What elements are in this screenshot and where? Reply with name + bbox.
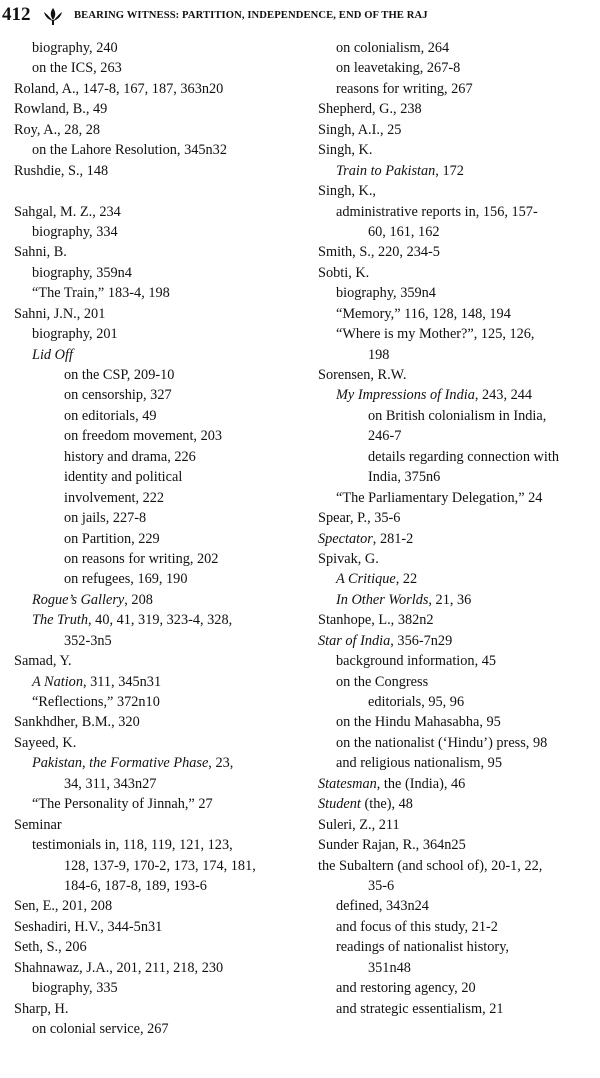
index-entry-title: Train to Pakistan	[336, 162, 436, 179]
index-entry-pages: , 311, 345n31	[82, 673, 162, 690]
index-column-right	[318, 38, 600, 1019]
index-entry	[14, 672, 314, 692]
index-entry: administrative reports in, 156, 157-	[336, 203, 538, 220]
index-entry: on Partition, 229	[64, 530, 160, 547]
index-entry: Rowland, B., 49	[14, 101, 108, 118]
index-entry-title: A Critique	[336, 571, 396, 588]
index-entry: Shahnawaz, J.A., 201, 211, 218, 230	[14, 959, 224, 976]
index-entry-pages: , 22	[395, 571, 418, 588]
index-entry	[14, 610, 314, 630]
index-entry-pages: , 356-7n29	[390, 632, 453, 649]
index-entry: “The Personality of Jinnah,” 27	[32, 796, 213, 813]
index-entry: on leavetaking, 267-8	[336, 60, 461, 77]
index-entry: 246-7	[368, 428, 402, 445]
index-entry	[318, 569, 600, 589]
index-entry: on jails, 227-8	[64, 510, 147, 527]
index-entry: Spivak, G.	[318, 550, 379, 567]
index-entry: 351n48	[368, 959, 411, 976]
index-entry: on refugees, 169, 190	[64, 571, 188, 588]
index-entry: 184-6, 187-8, 189, 193-6	[64, 877, 207, 894]
index-entry-title: Spectator	[318, 530, 373, 547]
index-entry-pages: , 281-2	[372, 530, 414, 547]
index-entry-pages: , 172	[435, 162, 464, 179]
index-entry: Seminar	[14, 816, 62, 833]
index-entry: Sahni, J.N., 201	[14, 305, 106, 322]
index-entry: on colonial service, 267	[32, 1021, 169, 1037]
index-entry: biography, 334	[32, 223, 118, 240]
index-entry-title: Star of India	[318, 632, 391, 649]
index-entry-title: Pakistan, the Formative Phase	[32, 755, 209, 772]
index-entry: biography, 359n4	[32, 264, 132, 281]
running-header	[0, 4, 600, 30]
index-entry	[14, 590, 314, 610]
index-entry: involvement, 222	[64, 489, 165, 506]
running-title: BEARING WITNESS: PARTITION, INDEPENDENCE, END OF THE RAJ	[74, 10, 428, 21]
index-entry: on the Lahore Resolution, 345n32	[32, 142, 227, 159]
index-entry-title: Statesman	[318, 775, 377, 792]
index-entry	[318, 774, 600, 794]
index-entry: background information, 45	[336, 653, 497, 670]
index-entry: Smith, S., 220, 234-5	[318, 244, 440, 261]
index-entry: on the Hindu Mahasabha, 95	[336, 714, 501, 731]
index-entry-pages: , 40, 41, 319, 323-4, 328,	[88, 612, 233, 629]
index-entry: testimonials in, 118, 119, 121, 123,	[32, 837, 233, 854]
index-entry: on the nationalist (‘Hindu’) press, 98	[336, 734, 548, 751]
index-entry: Sharp, H.	[14, 1000, 69, 1017]
index-entry: defined, 343n24	[336, 898, 429, 915]
index-entry: biography, 240	[32, 40, 118, 56]
index-entry: “Reflections,” 372n10	[32, 694, 160, 710]
index-entry: Sunder Rajan, R., 364n25	[318, 837, 466, 854]
index-column-left	[14, 38, 314, 1039]
index-entry: Sahni, B.	[14, 244, 67, 261]
index-entry: and focus of this study, 21-2	[336, 918, 498, 935]
index-entry-pages: , 21, 36	[428, 591, 472, 608]
index-entry-title: Student	[318, 796, 361, 813]
index-entry-pages: (the), 48	[360, 796, 413, 813]
index-entry-title: In Other Worlds	[336, 591, 429, 608]
index-entry: on the CSP, 209-10	[64, 367, 175, 383]
lotus-ornament-icon	[41, 6, 65, 26]
index-entry: 128, 137-9, 170-2, 173, 174, 181,	[64, 857, 256, 874]
index-entry: details regarding connection with	[368, 448, 559, 465]
index-entry: Sorensen, R.W.	[318, 367, 407, 383]
index-entry	[318, 631, 600, 651]
index-entry: the Subaltern (and school of), 20-1, 22,	[318, 857, 543, 874]
index-entry	[318, 161, 600, 181]
index-entry-title: My Impressions of India	[336, 387, 475, 404]
index-entry-pages: , the (India), 46	[376, 775, 466, 792]
index-entry: 198	[368, 346, 390, 363]
index-entry: “The Parliamentary Delegation,” 24	[336, 489, 543, 506]
index-entry: on colonialism, 264	[336, 40, 450, 56]
index-entry-pages: , 208	[124, 591, 153, 608]
index-entry-title: A Nation	[32, 673, 83, 690]
index-entry: on censorship, 327	[64, 387, 172, 404]
index-entry: Sen, E., 201, 208	[14, 898, 113, 915]
index-entry: identity and political	[64, 469, 183, 486]
index-entry	[14, 753, 314, 773]
index-entry: Seshadiri, H.V., 344-5n31	[14, 918, 163, 935]
index-entry: readings of nationalist history,	[336, 939, 509, 956]
index-entry: biography, 201	[32, 326, 118, 343]
index-entry: 352-3n5	[64, 632, 112, 649]
index-entry-pages: , 23,	[208, 755, 234, 772]
index-entry: on editorials, 49	[64, 407, 157, 424]
index-entry: “Memory,” 116, 128, 148, 194	[336, 305, 511, 322]
index-entry: Sahgal, M. Z., 234	[14, 203, 121, 220]
index-entry-title: Rogue’s Gallery	[32, 591, 125, 608]
index-entry: Roy, A., 28, 28	[14, 121, 101, 138]
index-entry: Suleri, Z., 211	[318, 816, 400, 833]
index-entry: Seth, S., 206	[14, 939, 87, 956]
index-entry: Singh, A.I., 25	[318, 121, 402, 138]
index-entry: on reasons for writing, 202	[64, 550, 219, 567]
index-entry: “The Train,” 183-4, 198	[32, 285, 170, 302]
index-gap	[14, 181, 314, 201]
index-entry: Rushdie, S., 148	[14, 162, 109, 179]
index-entry: Shepherd, G., 238	[318, 101, 422, 118]
index-entry: biography, 335	[32, 980, 118, 997]
index-entry: “Where is my Mother?”, 125, 126,	[336, 326, 535, 343]
index-entry: history and drama, 226	[64, 448, 196, 465]
index-entry: Sankhdher, B.M., 320	[14, 714, 140, 731]
index-entry: Singh, K.	[318, 142, 373, 159]
index-entry	[318, 385, 600, 405]
index-entry: Sayeed, K.	[14, 734, 77, 751]
index-entry: reasons for writing, 267	[336, 80, 473, 97]
index-entry: editorials, 95, 96	[368, 694, 465, 710]
index-entry-title: The Truth	[32, 612, 89, 629]
index-entry: Roland, A., 147-8, 167, 187, 363n20	[14, 80, 224, 97]
index-entry	[318, 590, 600, 610]
index-entry: on the Congress	[336, 673, 429, 690]
index-entry: 34, 311, 343n27	[64, 775, 157, 792]
index-entry: Spear, P., 35-6	[318, 510, 401, 527]
index-entry: Sobti, K.	[318, 264, 370, 281]
page-number: 412	[2, 4, 31, 25]
index-entry: on freedom movement, 203	[64, 428, 223, 445]
index-entry: Samad, Y.	[14, 653, 72, 670]
index-entry: and religious nationalism, 95	[336, 755, 502, 772]
index-entry: on British colonialism in India,	[368, 407, 547, 424]
index-entry: and strategic essentialism, 21	[336, 1000, 504, 1017]
index-entry	[318, 794, 600, 814]
index-entry: 60, 161, 162	[368, 223, 440, 240]
index-entry: Singh, K.,	[318, 183, 376, 200]
index-entry: Stanhope, L., 382n2	[318, 612, 434, 629]
index-entry: Lid Off	[32, 346, 73, 363]
index-entry: India, 375n6	[368, 469, 441, 486]
index-entry: and restoring agency, 20	[336, 980, 476, 997]
index-entry-pages: , 243, 244	[474, 387, 533, 404]
index-entry: 35-6	[368, 877, 395, 894]
index-entry: biography, 359n4	[336, 285, 436, 302]
index-entry	[318, 529, 600, 549]
index-entry: on the ICS, 263	[32, 60, 122, 77]
